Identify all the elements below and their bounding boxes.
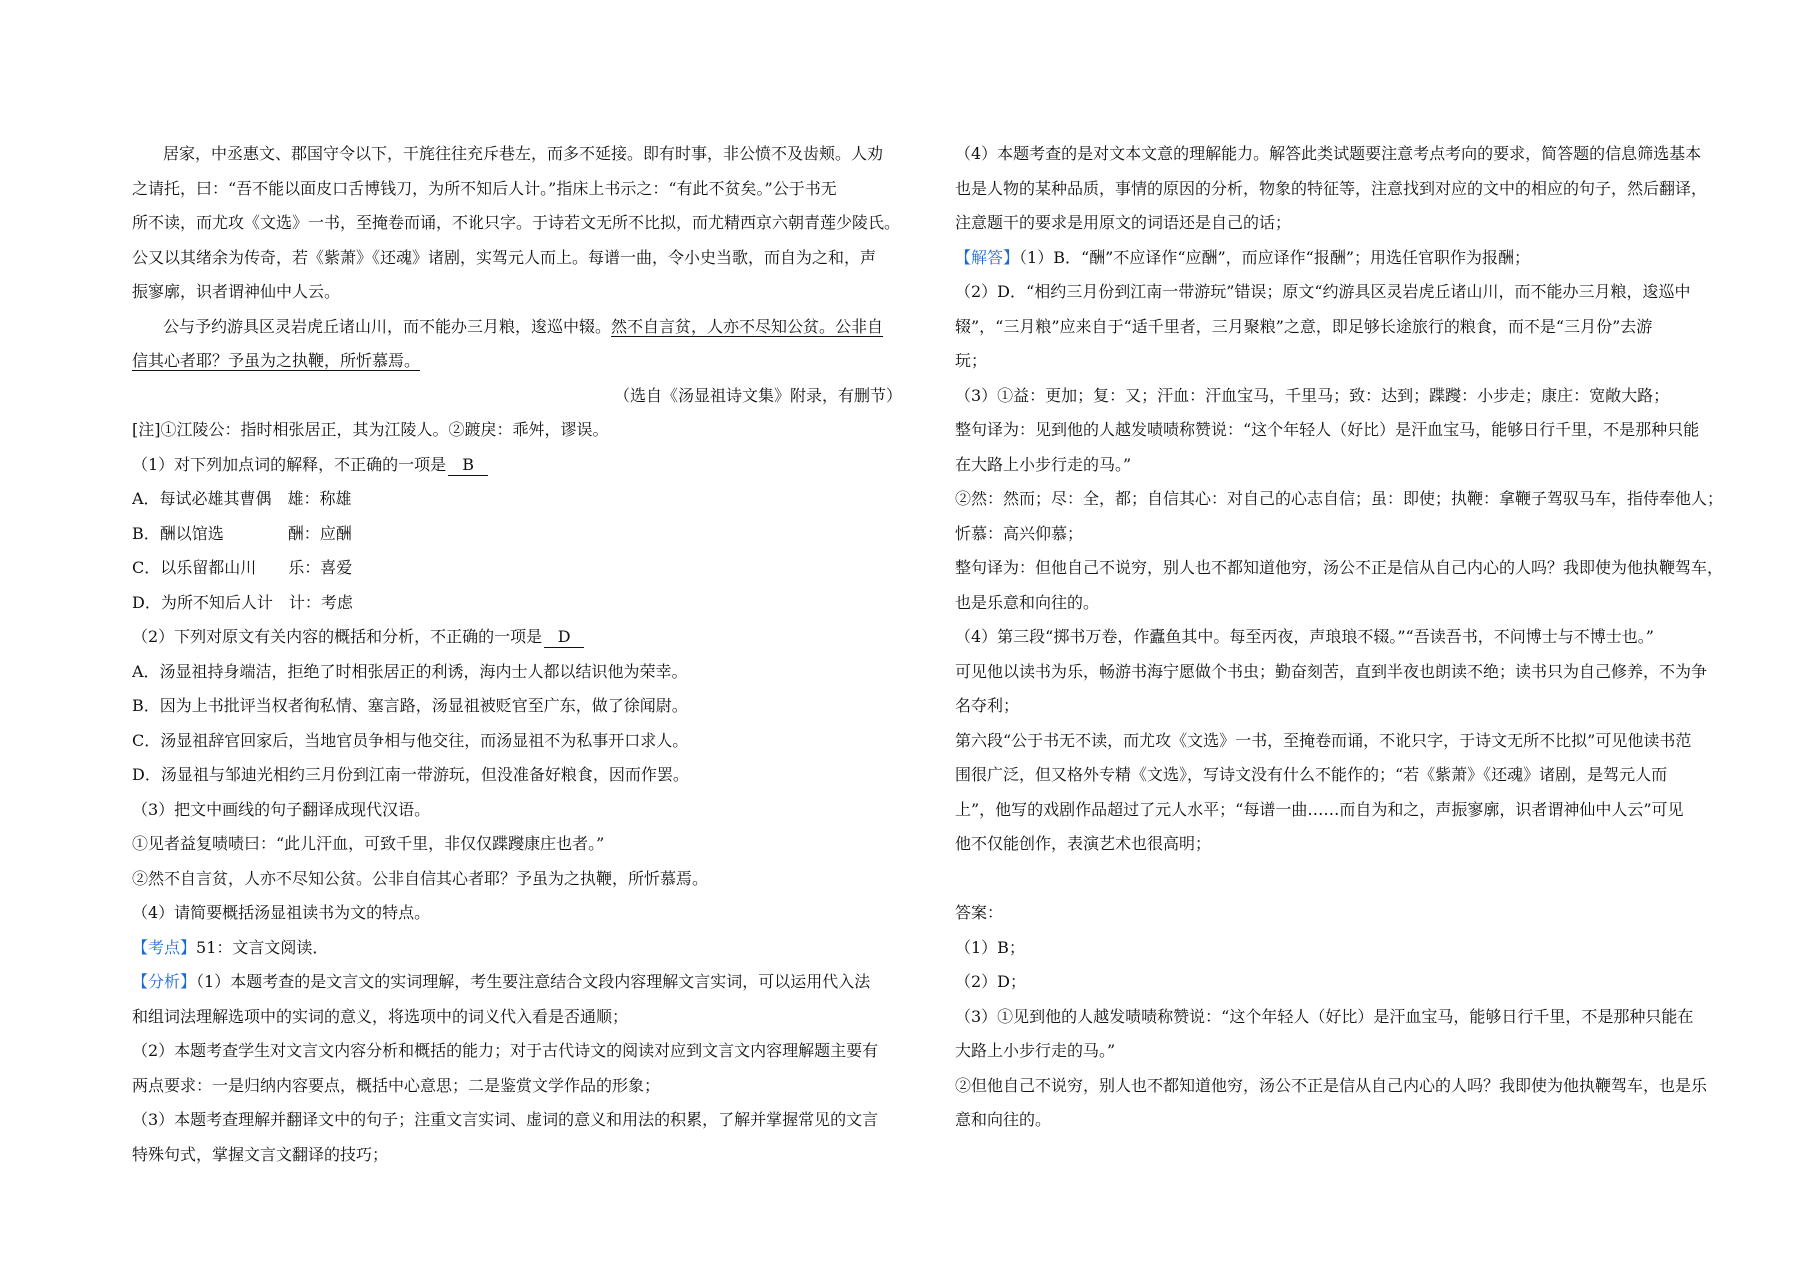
passage-line-underlined-start [132,310,904,345]
option: C．汤显祖辞官回家后，当地官员争相与他交往，而汤显祖不为私事开口求人。 [132,730,689,750]
kaodian-text: 51：文言文阅读． [196,937,329,957]
jieda-tag: 【解答】 [955,247,1020,267]
annotation-note: [注]①江陵公：指时相张居正，其为江陵人。②踱戾：乖舛，谬误。 [132,420,609,439]
analysis-line: 也是人物的某种品质，事情的原因的分析，物象的特征等，注意找到对应的文中的相应的句子，然后翻译， [955,178,1708,198]
solution-line: 整句译为：但他自己不说穷，别人也不都知道他穷，汤公不正是信从自己内心的人吗？我即使为他执鞭驾车， [955,558,1724,577]
fenxi-line [132,965,904,1000]
solution-line: 忻慕：高兴仰慕； [955,523,1084,543]
analysis-line: （3）本题考查理解并翻译文中的句子；注重文言实词、虚词的意义和用法的积累，了解并掌握常见的文言 [132,1110,879,1129]
source-citation: （选自《汤显祖诗文集》附录，有删节） [613,385,902,405]
option: A．每试必雄其曹偶 雄：称雄 [132,489,352,508]
passage-text: 公与予约游具区灵岩虎丘诸山川，而不能办三月粮，逡巡中辍。 [163,316,612,336]
solution-line: 他不仅能创作，表演艺术也很高明； [955,834,1212,853]
analysis-line: 和组词法理解选项中的实词的意义，将选项中的词义代入看是否通顺； [132,1006,629,1026]
solution-line: 第六段“公于书无不读，而尤攻《文选》一书，至掩卷而诵，不讹只字，于诗文无所不比拟”可见他读书范 [955,730,1692,750]
question-1 [132,448,904,483]
solution-line: （3）①益：更加；复：又；汗血：汗血宝马，千里马；致：达到；蹀躞：小步走；康庄：宽敞大路； [955,385,1670,405]
right-column [955,137,1727,1138]
option: B．酬以馆选 酬：应酬 [132,523,352,543]
jieda-line [955,241,1727,276]
question-prompt: （1）对下列加点词的解释，不正确的一项是 [132,454,447,474]
answer-blank: D [544,627,584,648]
solution-line: 上”，他写的戏剧作品超过了元人水平；“每谱一曲……而自为和之，声振寥廓，识者谓神仙中人云”可见 [955,799,1684,819]
solution-line: 可见他以读书为乐，畅游书海宁愿做个书虫；勤奋刻苦，直到半夜也朗读不绝；读书只为自己修养，不为争 [955,661,1708,681]
passage-line: 公又以其绪余为传奇，若《紫萧》《还魂》诸剧，实驾元人而上。每谱一曲，令小史当歌，而自为之和，声 [132,247,877,267]
passage-line: 居家，中丞惠文、郡国守令以下，干旄往往充斥巷左，而多不延接。即有时事，非公愤不及齿颊。人劝 [163,144,884,163]
underlined-sentence: 信其心者耶？予虽为之执鞭，所忻慕焉。 [132,351,421,370]
translation-item: ②然不自言贫，人亦不尽知公贫。公非自信其心者耶？予虽为之执鞭，所忻慕焉。 [132,868,709,888]
option: B．因为上书批评当权者徇私情、塞言路，汤显祖被贬官至广东，做了徐闻尉。 [132,696,688,715]
answer-line: （2）D； [955,972,1027,991]
passage-line: 所不读，而尤攻《文选》一书，至掩卷而诵，不讹只字。于诗若文无所不比拟，而尤精西京六朝青莲少陵氏。 [132,213,901,232]
answer-heading: 答案： [955,903,1004,922]
option: D．为所不知后人计 计：考虑 [132,592,353,612]
question-prompt: （2）下列对原文有关内容的概括和分析，不正确的一项是 [132,627,543,646]
analysis-line: 两点要求：一是归纳内容要点，概括中心意思；二是鉴赏文学作品的形象； [132,1075,661,1095]
solution-line: 辍”，“三月粮”应来自于“适千里者，三月聚粮”之意，即足够长途旅行的粮食，而不是“三月份”去游 [955,316,1653,336]
solution-line: ②然：然而；尽：全，都；自信其心：对自己的心志自信；虽：即使；执鞭：拿鞭子驾驭马车，指侍奉他人； [955,489,1724,508]
solution-line: 玩； [955,351,988,370]
kaodian-line [132,931,904,966]
option: D．汤显祖与邹迪光相约三月份到江南一带游玩，但没准备好粮食，因而作罢。 [132,765,689,784]
solution-line: 在大路上小步行走的马。” [955,454,1132,474]
fenxi-tag: 【分析】 [132,972,197,991]
analysis-line: 注意题干的要求是用原文的词语还是自己的话； [955,213,1292,232]
question-2 [132,620,904,655]
answer-line: ②但他自己不说穷，别人也不都知道他穷，汤公不正是信从自己内心的人吗？我即使为他执鞭驾车，也是乐 [955,1075,1708,1095]
solution-line: （2）D．“相约三月份到江南一带游玩”错误；原文“约游具区灵岩虎丘诸山川，而不能办三月粮，逡巡中 [955,282,1691,301]
question-3: （3）把文中画线的句子翻译成现代汉语。 [132,799,431,819]
option: A．汤显祖持身端洁，拒绝了时相张居正的利诱，海内士人都以结识他为荣幸。 [132,661,688,681]
option: C．以乐留都山川 乐：喜爱 [132,558,353,577]
jieda-text: （1）B．“酬”不应译作“应酬”，而应译作“报酬”；用选任官职作为报酬； [1019,247,1531,267]
solution-line: 名夺利； [955,696,1020,715]
solution-line: （4）第三段“掷书万卷，作蠹鱼其中。每至丙夜，声琅琅不辍。”“吾读吾书，不问博士与不博士也。” [955,627,1654,646]
answer-line: （3）①见到他的人越发啧啧称赞说：“这个年轻人（好比）是汗血宝马，能够日行千里，不是那种只能在 [955,1006,1694,1026]
passage-line-underlined-end [132,344,904,379]
question-4: （4）请简要概括汤显祖读书为文的特点。 [132,903,431,922]
left-column [132,137,904,1172]
spacer [955,862,1727,897]
kaodian-tag: 【考点】 [132,937,197,957]
answer-line: 大路上小步行走的马。” [955,1041,1116,1060]
passage-line: 之请托，曰：“吾不能以面皮口舌博钱刀，为所不知后人计。”指床上书示之：“有此不贫矣。”公于书无 [132,178,837,198]
translation-item: ①见者益复啧啧曰：“此儿汗血，可致千里，非仅仅蹀躞康庄也者。” [132,834,605,853]
analysis-line: 特殊句式，掌握文言文翻译的技巧； [132,1144,389,1164]
answer-line: 意和向往的。 [955,1110,1052,1129]
solution-line: 围很广泛，但又格外专精《文选》，写诗文没有什么不能作的；“若《紫萧》《还魂》诸剧，是驾元人而 [955,765,1668,784]
fenxi-text: （1）本题考查的是文言文的实词理解，考生要注意结合文段内容理解文言实词，可以运用代入法 [196,972,871,991]
analysis-line: （4）本题考查的是对文本文意的理解能力。解答此类试题要注意考点考向的要求，简答题的信息筛选基本 [955,144,1702,163]
solution-line: 也是乐意和向往的。 [955,592,1100,612]
answer-blank: B [448,455,488,476]
answer-line: （1）B； [955,937,1025,957]
analysis-line: （2）本题考查学生对文言文内容分析和概括的能力；对于古代诗文的阅读对应到文言文内容理解题主要有 [132,1041,879,1060]
passage-line: 振寥廓，识者谓神仙中人云。 [132,282,341,301]
underlined-sentence: 然不自言贫，人亦不尽知公贫。公非自 [611,316,884,336]
solution-line: 整句译为：见到他的人越发啧啧称赞说：“这个年轻人（好比）是汗血宝马，能够日行千里，不是那种只能 [955,420,1700,439]
